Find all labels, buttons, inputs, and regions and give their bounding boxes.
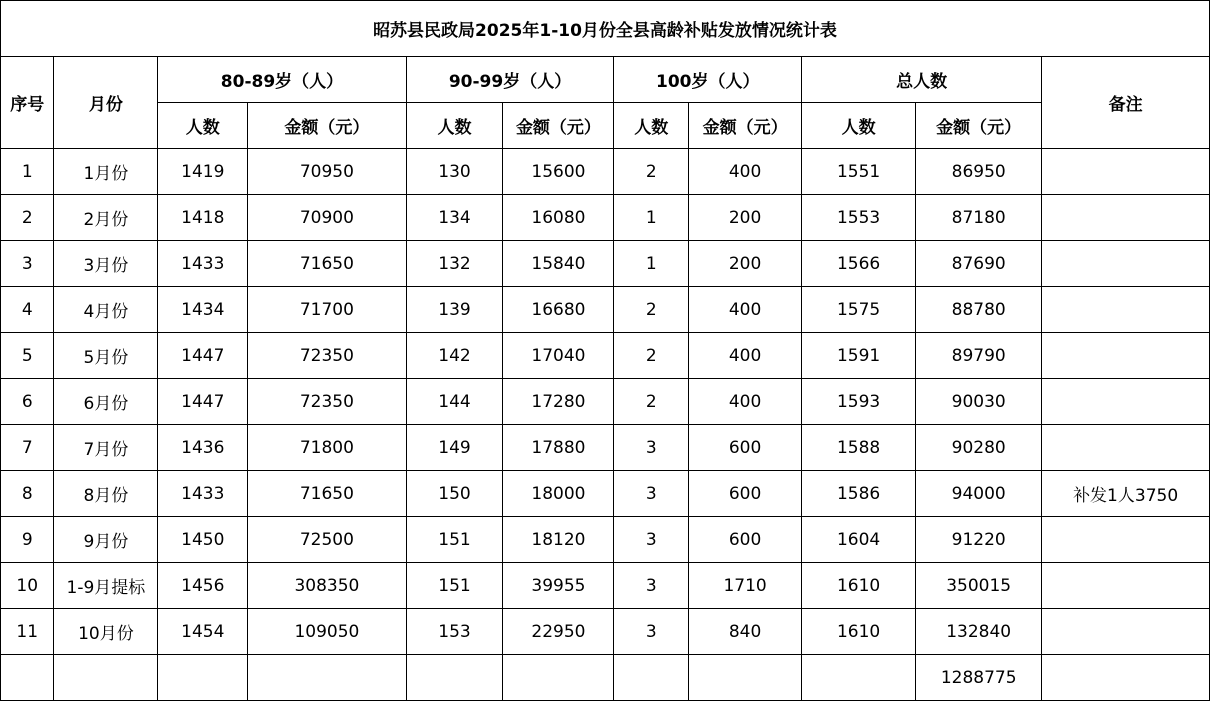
total-empty-cell (614, 655, 689, 701)
cell-100-amount: 600 (689, 425, 802, 471)
cell-80-89-count: 1433 (158, 471, 248, 517)
cell-month: 2月份 (54, 195, 158, 241)
cell-90-99-amount: 15600 (503, 149, 614, 195)
cell-total-amount: 90030 (916, 379, 1042, 425)
total-empty-cell (158, 655, 248, 701)
cell-80-89-count: 1419 (158, 149, 248, 195)
cell-100-count: 1 (614, 241, 689, 287)
cell-80-89-amount: 72350 (248, 333, 406, 379)
total-empty-cell (802, 655, 916, 701)
header-total-amount: 金额（元） (916, 103, 1042, 149)
table-row (1, 609, 1210, 655)
cell-80-89-count: 1454 (158, 609, 248, 655)
header-group-total: 总人数 (802, 57, 1042, 103)
grand-total-row (1, 655, 1210, 701)
cell-90-99-count: 151 (406, 563, 503, 609)
cell-index: 11 (1, 609, 54, 655)
cell-80-89-amount: 72500 (248, 517, 406, 563)
cell-note (1042, 425, 1210, 471)
cell-100-count: 2 (614, 287, 689, 333)
cell-index: 4 (1, 287, 54, 333)
cell-90-99-amount: 17880 (503, 425, 614, 471)
cell-index: 1 (1, 149, 54, 195)
cell-note (1042, 195, 1210, 241)
cell-total-amount: 350015 (916, 563, 1042, 609)
total-empty-cell (1042, 655, 1210, 701)
header-80-89-count: 人数 (158, 103, 248, 149)
cell-total-amount: 89790 (916, 333, 1042, 379)
cell-note (1042, 379, 1210, 425)
header-row-groups (1, 57, 1210, 103)
cell-100-count: 2 (614, 379, 689, 425)
table-row (1, 241, 1210, 287)
cell-total-count: 1593 (802, 379, 916, 425)
cell-month: 1-9月提标 (54, 563, 158, 609)
cell-index: 3 (1, 241, 54, 287)
cell-90-99-count: 151 (406, 517, 503, 563)
cell-100-count: 3 (614, 609, 689, 655)
cell-80-89-count: 1450 (158, 517, 248, 563)
cell-90-99-count: 144 (406, 379, 503, 425)
cell-90-99-count: 139 (406, 287, 503, 333)
cell-100-amount: 840 (689, 609, 802, 655)
cell-month: 4月份 (54, 287, 158, 333)
header-month: 月份 (54, 57, 158, 149)
cell-total-count: 1575 (802, 287, 916, 333)
cell-total-amount: 87180 (916, 195, 1042, 241)
header-90-99-count: 人数 (406, 103, 503, 149)
cell-100-amount: 400 (689, 333, 802, 379)
cell-90-99-amount: 17280 (503, 379, 614, 425)
cell-80-89-count: 1434 (158, 287, 248, 333)
cell-80-89-amount: 72350 (248, 379, 406, 425)
cell-100-amount: 600 (689, 471, 802, 517)
cell-month: 7月份 (54, 425, 158, 471)
cell-month: 6月份 (54, 379, 158, 425)
cell-90-99-count: 142 (406, 333, 503, 379)
cell-month: 5月份 (54, 333, 158, 379)
cell-100-amount: 200 (689, 241, 802, 287)
header-90-99-amount: 金额（元） (503, 103, 614, 149)
cell-100-amount: 400 (689, 287, 802, 333)
cell-80-89-amount: 71700 (248, 287, 406, 333)
table-row (1, 563, 1210, 609)
cell-90-99-amount: 16680 (503, 287, 614, 333)
table-row (1, 471, 1210, 517)
cell-80-89-count: 1447 (158, 333, 248, 379)
cell-total-count: 1610 (802, 609, 916, 655)
cell-month: 1月份 (54, 149, 158, 195)
cell-100-count: 3 (614, 425, 689, 471)
table-row (1, 425, 1210, 471)
cell-note (1042, 241, 1210, 287)
cell-index: 5 (1, 333, 54, 379)
cell-note (1042, 517, 1210, 563)
cell-month: 9月份 (54, 517, 158, 563)
total-empty-cell (689, 655, 802, 701)
cell-index: 9 (1, 517, 54, 563)
cell-100-count: 3 (614, 517, 689, 563)
table-row (1, 287, 1210, 333)
cell-100-count: 2 (614, 149, 689, 195)
cell-total-amount: 94000 (916, 471, 1042, 517)
cell-90-99-count: 153 (406, 609, 503, 655)
cell-100-amount: 1710 (689, 563, 802, 609)
cell-note: 补发1人3750 (1042, 471, 1210, 517)
cell-100-count: 3 (614, 563, 689, 609)
cell-index: 6 (1, 379, 54, 425)
header-80-89-amount: 金额（元） (248, 103, 406, 149)
cell-index: 7 (1, 425, 54, 471)
cell-total-count: 1588 (802, 425, 916, 471)
cell-90-99-count: 134 (406, 195, 503, 241)
total-empty-cell (406, 655, 503, 701)
total-empty-cell (54, 655, 158, 701)
cell-total-count: 1586 (802, 471, 916, 517)
cell-80-89-amount: 109050 (248, 609, 406, 655)
cell-80-89-count: 1418 (158, 195, 248, 241)
cell-total-count: 1610 (802, 563, 916, 609)
cell-100-count: 1 (614, 195, 689, 241)
cell-total-amount: 132840 (916, 609, 1042, 655)
cell-total-count: 1553 (802, 195, 916, 241)
table-row (1, 517, 1210, 563)
cell-90-99-amount: 16080 (503, 195, 614, 241)
cell-100-amount: 600 (689, 517, 802, 563)
total-empty-cell (248, 655, 406, 701)
cell-80-89-amount: 71800 (248, 425, 406, 471)
table-title: 昭苏县民政局2025年1-10月份全县高龄补贴发放情况统计表 (1, 1, 1210, 57)
total-empty-cell (1, 655, 54, 701)
cell-index: 10 (1, 563, 54, 609)
header-group-80-89: 80-89岁（人） (158, 57, 406, 103)
cell-80-89-count: 1447 (158, 379, 248, 425)
header-row-subcolumns (1, 103, 1210, 149)
cell-100-amount: 400 (689, 379, 802, 425)
cell-90-99-count: 132 (406, 241, 503, 287)
header-100-count: 人数 (614, 103, 689, 149)
cell-80-89-amount: 70900 (248, 195, 406, 241)
cell-90-99-amount: 18120 (503, 517, 614, 563)
cell-note (1042, 287, 1210, 333)
cell-100-count: 3 (614, 471, 689, 517)
cell-100-count: 2 (614, 333, 689, 379)
cell-90-99-amount: 22950 (503, 609, 614, 655)
cell-90-99-count: 130 (406, 149, 503, 195)
cell-total-amount: 91220 (916, 517, 1042, 563)
cell-90-99-amount: 17040 (503, 333, 614, 379)
cell-90-99-amount: 18000 (503, 471, 614, 517)
table-row (1, 149, 1210, 195)
table-row (1, 379, 1210, 425)
header-note: 备注 (1042, 57, 1210, 149)
header-total-count: 人数 (802, 103, 916, 149)
cell-note (1042, 563, 1210, 609)
cell-month: 3月份 (54, 241, 158, 287)
cell-month: 10月份 (54, 609, 158, 655)
cell-90-99-amount: 15840 (503, 241, 614, 287)
cell-80-89-amount: 71650 (248, 471, 406, 517)
cell-100-amount: 200 (689, 195, 802, 241)
cell-total-amount: 86950 (916, 149, 1042, 195)
grand-total-amount: 1288775 (916, 655, 1042, 701)
cell-note (1042, 149, 1210, 195)
header-index: 序号 (1, 57, 54, 149)
cell-90-99-amount: 39955 (503, 563, 614, 609)
cell-total-amount: 87690 (916, 241, 1042, 287)
cell-90-99-count: 150 (406, 471, 503, 517)
table-row (1, 195, 1210, 241)
cell-100-amount: 400 (689, 149, 802, 195)
cell-total-amount: 90280 (916, 425, 1042, 471)
header-group-100: 100岁（人） (614, 57, 802, 103)
cell-index: 8 (1, 471, 54, 517)
table-row (1, 333, 1210, 379)
cell-90-99-count: 149 (406, 425, 503, 471)
cell-month: 8月份 (54, 471, 158, 517)
cell-80-89-amount: 70950 (248, 149, 406, 195)
header-group-90-99: 90-99岁（人） (406, 57, 614, 103)
title-row (1, 1, 1210, 57)
cell-total-amount: 88780 (916, 287, 1042, 333)
cell-total-count: 1604 (802, 517, 916, 563)
cell-total-count: 1566 (802, 241, 916, 287)
cell-total-count: 1551 (802, 149, 916, 195)
cell-80-89-count: 1436 (158, 425, 248, 471)
cell-note (1042, 333, 1210, 379)
cell-80-89-count: 1456 (158, 563, 248, 609)
cell-total-count: 1591 (802, 333, 916, 379)
cell-80-89-count: 1433 (158, 241, 248, 287)
cell-80-89-amount: 71650 (248, 241, 406, 287)
cell-note (1042, 609, 1210, 655)
cell-80-89-amount: 308350 (248, 563, 406, 609)
cell-index: 2 (1, 195, 54, 241)
total-empty-cell (503, 655, 614, 701)
header-100-amount: 金额（元） (689, 103, 802, 149)
